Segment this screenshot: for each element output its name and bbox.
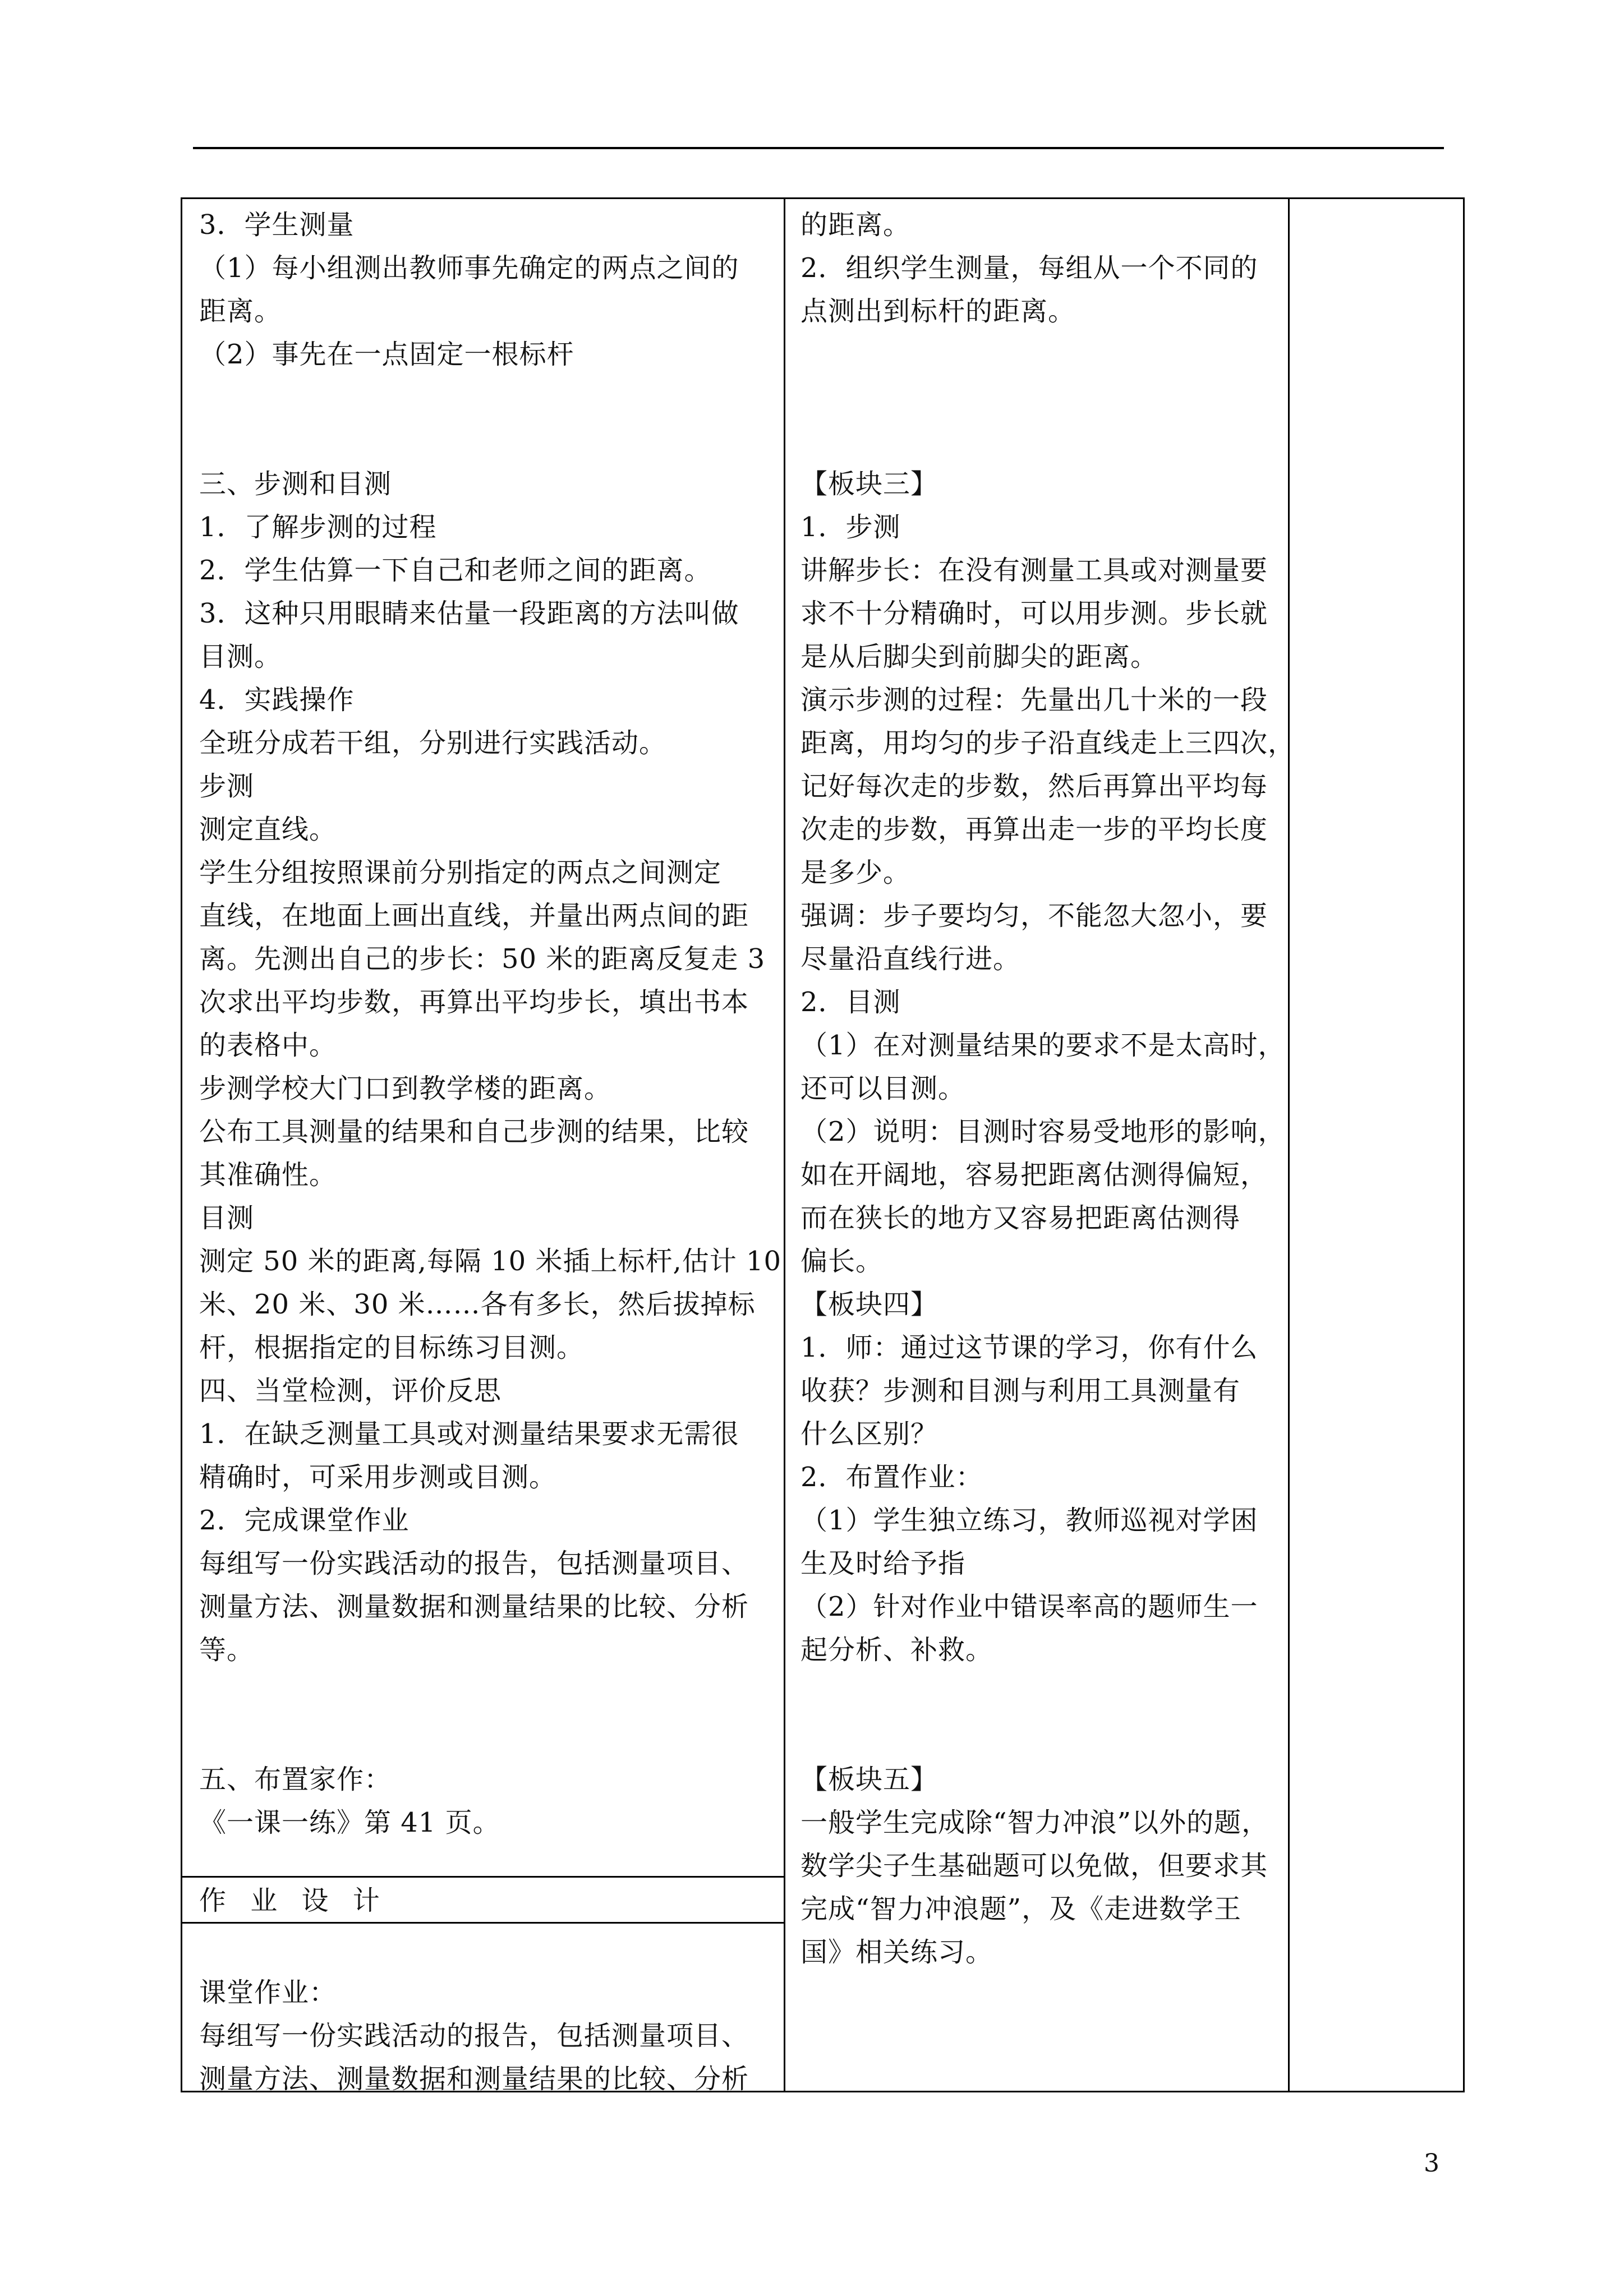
left-text-line: 1．在缺乏测量工具或对测量结果要求无需很: [199, 1418, 739, 1450]
left-text-line: （1）每小组测出教师事先确定的两点之间的: [199, 252, 739, 284]
left-text-line: 2．完成课堂作业: [199, 1505, 410, 1536]
mid-text-line: 什么区别？: [801, 1418, 938, 1450]
left-text-line: 目测。: [199, 641, 282, 672]
mid-text-line: （1）在对测量结果的要求不是太高时，: [801, 1030, 1286, 1061]
middle-column-content: [801, 204, 1296, 1974]
block-4-heading: 【板块四】: [801, 1289, 938, 1320]
left-text-line: 精确时，可采用步测或目测。: [199, 1461, 557, 1493]
mid-text-line: 收获？步测和目测与利用工具测量有: [801, 1375, 1241, 1407]
left-column-content: [199, 204, 782, 1845]
left-text-line: 等。: [199, 1634, 255, 1666]
mid-text-line: 还可以目测。: [801, 1073, 966, 1104]
mid-text-line: 生及时给予指: [801, 1548, 966, 1579]
mid-text-line: 完成“智力冲浪题”，及《走进数学王: [801, 1893, 1242, 1925]
column-divider-1: [784, 199, 785, 2091]
mid-text-line: 1．步测: [801, 511, 901, 543]
left-text-line: 学生分组按照课前分别指定的两点之间测定: [199, 857, 722, 888]
homework-design-content: [199, 1971, 749, 2101]
section-heading-homework: 五、布置家作：: [199, 1764, 392, 1795]
left-text-line: 目测: [199, 1202, 255, 1234]
left-text-line: 距离。: [199, 296, 282, 327]
column-divider-2: [1288, 199, 1290, 2091]
mid-text-line: （1）学生独立练习，教师巡视对学困: [801, 1505, 1258, 1536]
mid-text-line: 2．布置作业：: [801, 1461, 983, 1493]
left-text-line: 全班分成若干组，分别进行实践活动。: [199, 727, 667, 759]
left-text-line: 公布工具测量的结果和自己步测的结果，比较: [199, 1116, 749, 1147]
left-text-line: 步测学校大门口到教学楼的距离。: [199, 1073, 612, 1104]
left-text-line: 1．了解步测的过程: [199, 511, 437, 543]
left-text-line: 离。先测出自己的步长：50 米的距离反复走 3: [199, 943, 766, 975]
mid-text-line: （2）针对作业中错误率高的题师生一: [801, 1591, 1258, 1622]
mid-text-line: 2．组织学生测量，每组从一个不同的: [801, 252, 1258, 284]
mid-text-line: 起分析、补救。: [801, 1634, 993, 1666]
mid-text-line: 的距离。: [801, 209, 911, 241]
left-text-line: （2）事先在一点固定一根标杆: [199, 339, 574, 370]
homework-design-title: 作 业 设 计: [199, 1885, 388, 1916]
left-text-line: 杆，根据指定的目标练习目测。: [199, 1332, 585, 1363]
mid-text-line: 数学尖子生基础题可以免做，但要求其: [801, 1850, 1268, 1882]
left-text-line: 其准确性。: [199, 1159, 337, 1191]
left-text-line: 直线，在地面上画出直线，并量出两点间的距: [199, 900, 749, 932]
lesson-plan-table: [181, 197, 1465, 2095]
left-text-line: 的表格中。: [199, 1030, 337, 1061]
section-heading-student-measure: 3．学生测量: [199, 209, 355, 241]
mid-text-line: 演示步测的过程：先量出几十米的一段: [801, 684, 1268, 716]
mid-text-line: 次走的步数，再算出走一步的平均长度: [801, 814, 1268, 845]
mid-text-line: 国》相关练习。: [801, 1937, 993, 1968]
left-text-line: 3．这种只用眼睛来估量一段距离的方法叫做: [199, 598, 739, 629]
mid-text-line: 如在开阔地，容易把距离估测得偏短，: [801, 1159, 1268, 1191]
left-text-line: 测定 50 米的距离,每隔 10 米插上标杆,估计 10: [199, 1246, 782, 1277]
mid-text-line: 尽量沿直线行进。: [801, 943, 1021, 975]
left-text-line: 《一课一练》第 41 页。: [199, 1807, 500, 1838]
mid-text-line: 强调：步子要均匀，不能忽大忽小，要: [801, 900, 1268, 932]
homework-design-top-rule: [182, 1876, 784, 1878]
homework-text-line: 测量方法、测量数据和测量结果的比较、分析: [199, 2063, 749, 2095]
section-heading-check: 四、当堂检测，评价反思: [199, 1375, 502, 1407]
mid-text-line: 讲解步长：在没有测量工具或对测量要: [801, 555, 1268, 586]
left-text-line: 米、20 米、30 米……各有多长，然后拔掉标: [199, 1289, 756, 1320]
block-5-heading: 【板块五】: [801, 1764, 938, 1795]
mid-text-line: 距离，用均匀的步子沿直线走上三四次，: [801, 727, 1296, 759]
section-heading-steps-visual: 三、步测和目测: [199, 468, 392, 500]
left-text-line: 4．实践操作: [199, 684, 355, 716]
mid-text-line: 记好每次走的步数，然后再算出平均每: [801, 771, 1268, 802]
left-text-line: 2．学生估算一下自己和老师之间的距离。: [199, 555, 712, 586]
mid-text-line: 而在狭长的地方又容易把距离估测得: [801, 1202, 1241, 1234]
left-text-line: 测量方法、测量数据和测量结果的比较、分析: [199, 1591, 749, 1622]
mid-text-line: 是从后脚尖到前脚尖的距离。: [801, 641, 1158, 672]
mid-text-line: 1．师：通过这节课的学习，你有什么: [801, 1332, 1258, 1363]
homework-text-line: 每组写一份实践活动的报告，包括测量项目、: [199, 2020, 749, 2051]
mid-text-line: 点测出到标杆的距离。: [801, 296, 1076, 327]
left-text-line: 测定直线。: [199, 814, 337, 845]
left-text-line: 步测: [199, 771, 255, 802]
left-text-line: 每组写一份实践活动的报告，包括测量项目、: [199, 1548, 749, 1579]
mid-text-line: 偏长。: [801, 1246, 884, 1277]
mid-text-line: 求不十分精确时，可以用步测。步长就: [801, 598, 1268, 629]
left-text-line: 次求出平均步数，再算出平均步长，填出书本: [199, 986, 749, 1018]
header-rule: [193, 147, 1444, 149]
mid-text-line: （2）说明：目测时容易受地形的影响，: [801, 1116, 1286, 1147]
mid-text-line: 是多少。: [801, 857, 911, 888]
mid-text-line: 一般学生完成除“智力冲浪”以外的题，: [801, 1807, 1269, 1838]
block-3-heading: 【板块三】: [801, 468, 938, 500]
homework-text-line: 课堂作业：: [199, 1977, 337, 2008]
mid-text-line: 2．目测: [801, 986, 901, 1018]
page-number: 3: [1424, 2149, 1439, 2178]
